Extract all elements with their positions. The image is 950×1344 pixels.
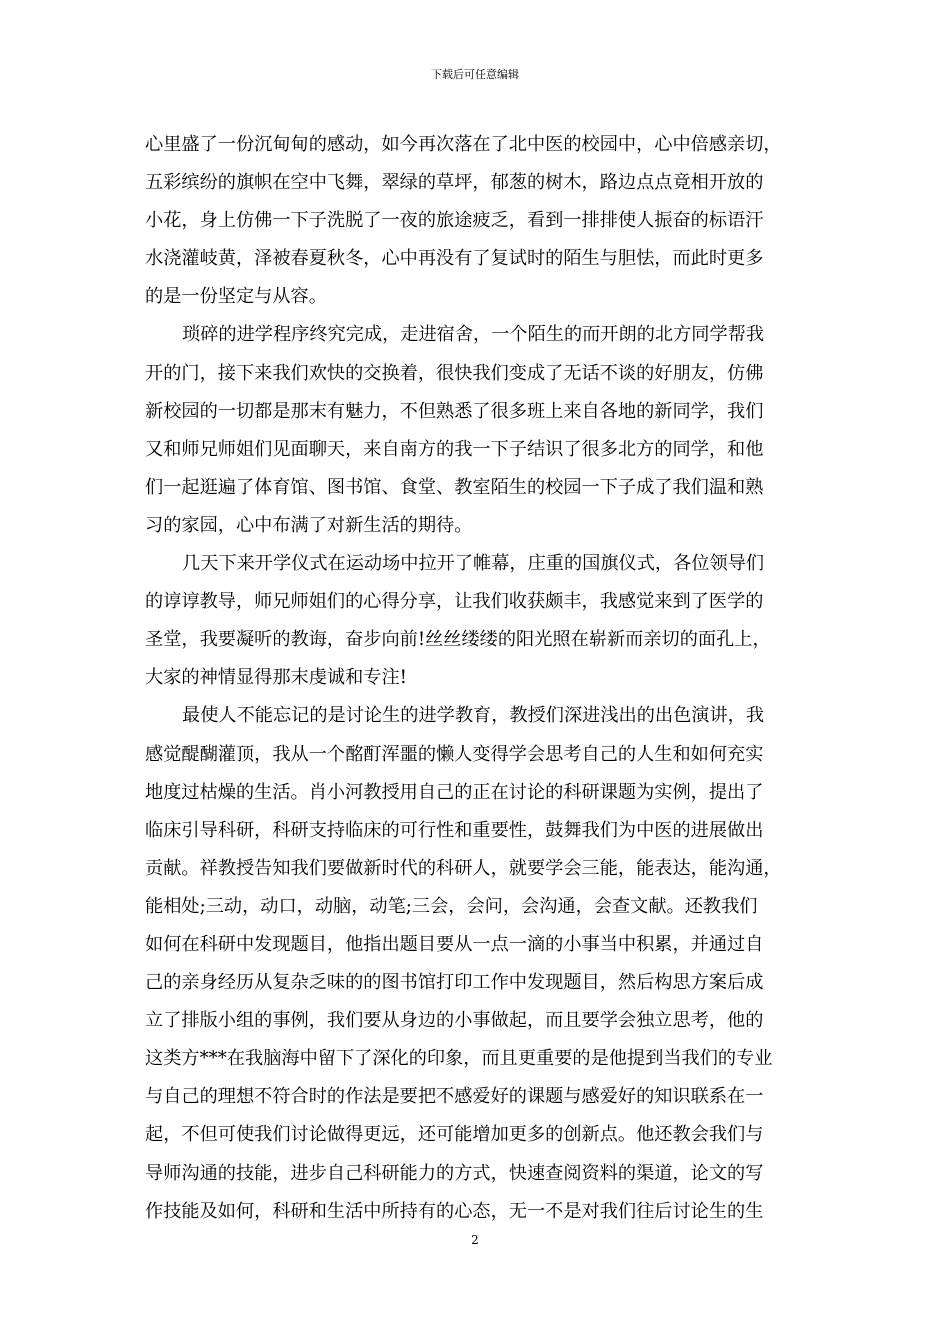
text-line: 临床引导科研，科研支持临床的可行性和重要性，鼓舞我们为中医的进展做出 xyxy=(145,819,764,841)
page-header: 下载后可任意编辑 xyxy=(431,68,519,81)
text-line: 大家的神情显得那末虔诚和专注! xyxy=(145,667,407,689)
paragraph-first-line: 琐碎的进学程序终究完成，走进宿舍，一个陌生的而开朗的北方同学帮我 xyxy=(182,324,765,346)
text-line: 五彩缤纷的旗帜在空中飞舞，翠绿的草坪，郁葱的树木，路边点点竟相开放的 xyxy=(145,172,764,194)
text-line: 心里盛了一份沉甸甸的感动，如今再次落在了北中医的校园中，心中倍感亲切， xyxy=(145,134,782,155)
body-text xyxy=(145,126,809,1231)
text-line: 开的门，接下来我们欢快的交换着，很快我们变成了无话不谈的好朋友，仿佛 xyxy=(145,362,764,384)
text-line: 作技能及如何，科研和生活中所持有的心态，无一不是对我们往后讨论生的生 xyxy=(145,1200,764,1222)
page-number: 2 xyxy=(471,1233,479,1247)
text-line: 水浇灌岐黄，泽被春夏秋冬，心中再没有了复试时的陌生与胆怯，而此时更多 xyxy=(145,248,764,270)
text-line: 习的家园，心中布满了对新生活的期待。 xyxy=(145,514,473,536)
text-line: 如何在科研中发现题目，他指出题目要从一点一滴的小事当中积累，并通过自 xyxy=(145,933,764,955)
text-line: 又和师兄师姐们见面聊天，来自南方的我一下子结识了很多北方的同学，和他 xyxy=(145,438,764,460)
text-line: 己的亲身经历从复杂乏味的的图书馆打印工作中发现题目，然后构思方案后成 xyxy=(145,972,764,994)
paragraph-first-line: 最使人不能忘记的是讨论生的进学教育，教授们深进浅出的出色演讲，我 xyxy=(182,705,765,727)
text-line: 圣堂，我要凝听的教诲，奋步向前!丝丝缕缕的阳光照在崭新而亲切的面孔上， xyxy=(145,629,771,651)
text-line: 地度过枯燥的生活。肖小河教授用自己的正在讨论的科研课题为实例，提出了 xyxy=(145,781,764,803)
text-line: 与自己的理想不符合时的作法是要把不感爱好的课题与感爱好的知识联系在一 xyxy=(145,1086,764,1108)
text-line: 新校园的一切都是那末有魅力，不但熟悉了很多班上来自各地的新同学，我们 xyxy=(145,400,764,422)
text-line: 导师沟通的技能，进步自己科研能力的方式，快速查阅资料的渠道，论文的写 xyxy=(145,1162,764,1184)
text-line: 起，不但可使我们讨论做得更远，还可能增加更多的创新点。他还教会我们与 xyxy=(145,1124,764,1146)
text-line: 感觉醍醐灌顶，我从一个酩酊浑噩的懒人变得学会思考自己的人生和如何充实 xyxy=(145,743,764,765)
text-line: 能相处;三动，动口，动脑，动笔;三会，会问，会沟通，会查文献。还教我们 xyxy=(145,895,758,917)
text-line: 们一起逛遍了体育馆、图书馆、食堂、教室陌生的校园一下子成了我们温和熟 xyxy=(145,476,764,498)
text-line: 立了排版小组的事例，我们要从身边的小事做起，而且要学会独立思考，他的 xyxy=(145,1010,764,1032)
paragraph-first-line: 几天下来开学仪式在运动场中拉开了帷幕，庄重的国旗仪式，各位领导们 xyxy=(182,553,765,575)
text-line: 的是一份坚定与从容。 xyxy=(145,286,327,308)
text-line: 小花，身上仿佛一下子洗脱了一夜的旅途疲乏，看到一排排使人振奋的标语汗 xyxy=(145,210,764,232)
text-line: 的谆谆教导，师兄师姐们的心得分享，让我们收获颇丰，我感觉来到了医学的 xyxy=(145,591,764,613)
text-line: 贡献。祥教授告知我们要做新时代的科研人，就要学会三能，能表达，能沟通， xyxy=(145,857,782,879)
text-line: 这类方***在我脑海中留下了深化的印象，而且更重要的是他提到当我们的专业 xyxy=(145,1048,773,1070)
